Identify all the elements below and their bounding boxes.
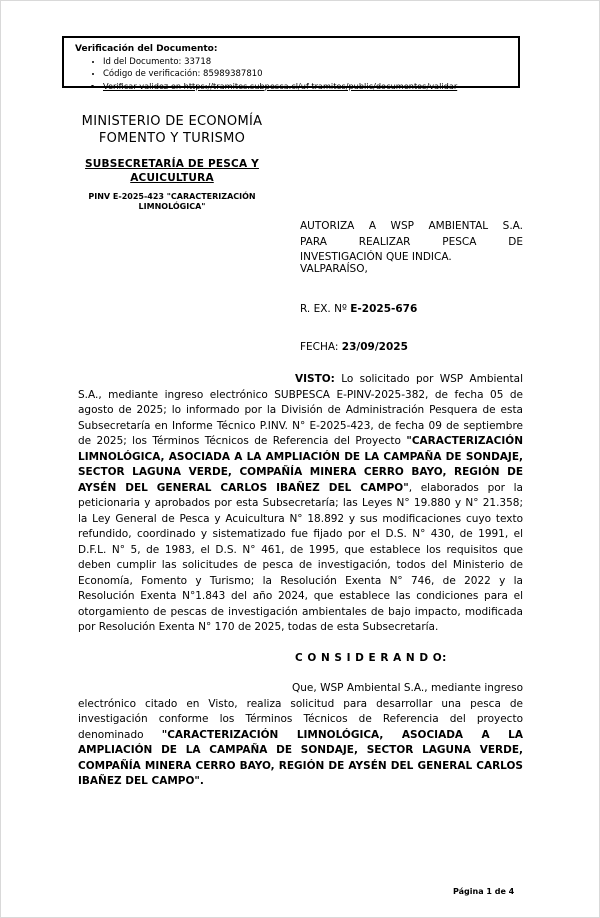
ministry-line1: MINISTERIO DE ECONOMÍA (81, 114, 263, 129)
considerando-paragraph: Que, WSP Ambiental S.A., mediante ingreso electrónico citado en Visto, realiza solicitud para desarrollar una pesca de investigación conforme los Términos Técnicos de Referencia del proyecto denominado "CARACTERIZACIÓN LIMNOLÓGICA, ASOCIADA A LA AMPLIACIÓN DE LA CAMPAÑA DE SONDAJE, SECTOR LAGUNA VERDE, COMPAÑÍA MINERA CERRO BAYO, REGIÓN DE AYSÉN DEL GENERAL CARLOS IBAÑEZ DEL CAMPO". (78, 682, 523, 787)
verification-title: Verificación del Documento: (75, 44, 218, 54)
city-line: VALPARAÍSO, (300, 263, 368, 275)
ministry-line2: FOMENTO Y TURISMO (98, 131, 246, 146)
considerando-heading: C O N S I D E R A N D O: (295, 651, 447, 664)
ministry-name (32, 113, 312, 147)
subject-line1: AUTORIZA A WSP AMBIENTAL S.A. (300, 220, 523, 232)
visto-paragraph: VISTO: Lo solicitado por WSP Ambiental S.A., mediante ingreso electrónico SUBPESCA E-PINV-2025-382, de fecha 05 de agosto de 2025; lo informado por la División de Administración Pesquera de esta Subsecretaría en Informe Técnico P.INV. N° E-2025-423, de fecha 09 de septiembre de 2025; los Términos Técnicos de Referencia del Proyecto "CARACTERIZACIÓN LIMNOLÓGICA, ASOCIADA A LA AMPLIACIÓN DE LA CAMPAÑA DE SONDAJE, SECTOR LAGUNA VERDE, COMPAÑÍA MINERA CERRO BAYO, REGIÓN DE AYSÉN DEL GENERAL CARLOS IBAÑEZ DEL CAMPO", elaborados por la peticionaria y aprobados por esta Subsecretaría; las Leyes N° 19.880 y N° 21.358; la Ley General de Pesca y Acuicultura N° 18.892 y sus modificaciones cuyo texto refundido, coordinado y sistematizado fue fijado por el D.S. N° 430, de 1991, el D.F.L. N° 5, de 1983, el D.S. N° 461, de 1995, que establece los requisitos que deben cumplir las solicitudes de pesca de investigación, todos del Ministerio de Economía, Fomento y Turismo; la Resolución Exenta N° 746, de 2022 y la Resolución Exenta N°1.843 del año 2024, que establece las condiciones para el otorgamiento de pescas de investigación ambientales de bajo impacto, modificada por Resolución Exenta N° 170 de 2025, todas de esta Subsecretaría. (78, 373, 523, 633)
subsecretaria-name: SUBSECRETARÍA DE PESCA Y ACUICULTURA (85, 158, 259, 184)
subject-line2: PARA REALIZAR PESCA DE (300, 235, 523, 248)
subject-line3: INVESTIGACIÓN QUE INDICA. (300, 251, 452, 263)
verification-code: • Código de verificación: 85989387810 (103, 68, 512, 80)
date-label: FECHA: (300, 341, 342, 353)
verification-list (75, 56, 512, 92)
verification-box (62, 36, 520, 91)
verification-link[interactable]: • Verificar validez en https://tramites.subpesca.cl/uf-tramites/public/documentos/validar (103, 80, 512, 92)
letterhead (32, 113, 312, 212)
rex-label: R. EX. Nº (300, 303, 351, 315)
date-value: 23/09/2025 (341, 341, 408, 353)
verification-doc-id: • Id del Documento: 33718 (103, 56, 512, 68)
resolution-subject (300, 219, 523, 266)
rex-number: E-2025-676 (350, 303, 418, 315)
project-reference: PINV E-2025-423 "CARACTERIZACIÓN LIMNOLÓGICA" (88, 192, 256, 211)
resolution-date-line (300, 341, 408, 353)
document-body (78, 372, 523, 790)
resolution-number-line (300, 303, 417, 315)
page-number: Página 1 de 4 (453, 887, 515, 896)
